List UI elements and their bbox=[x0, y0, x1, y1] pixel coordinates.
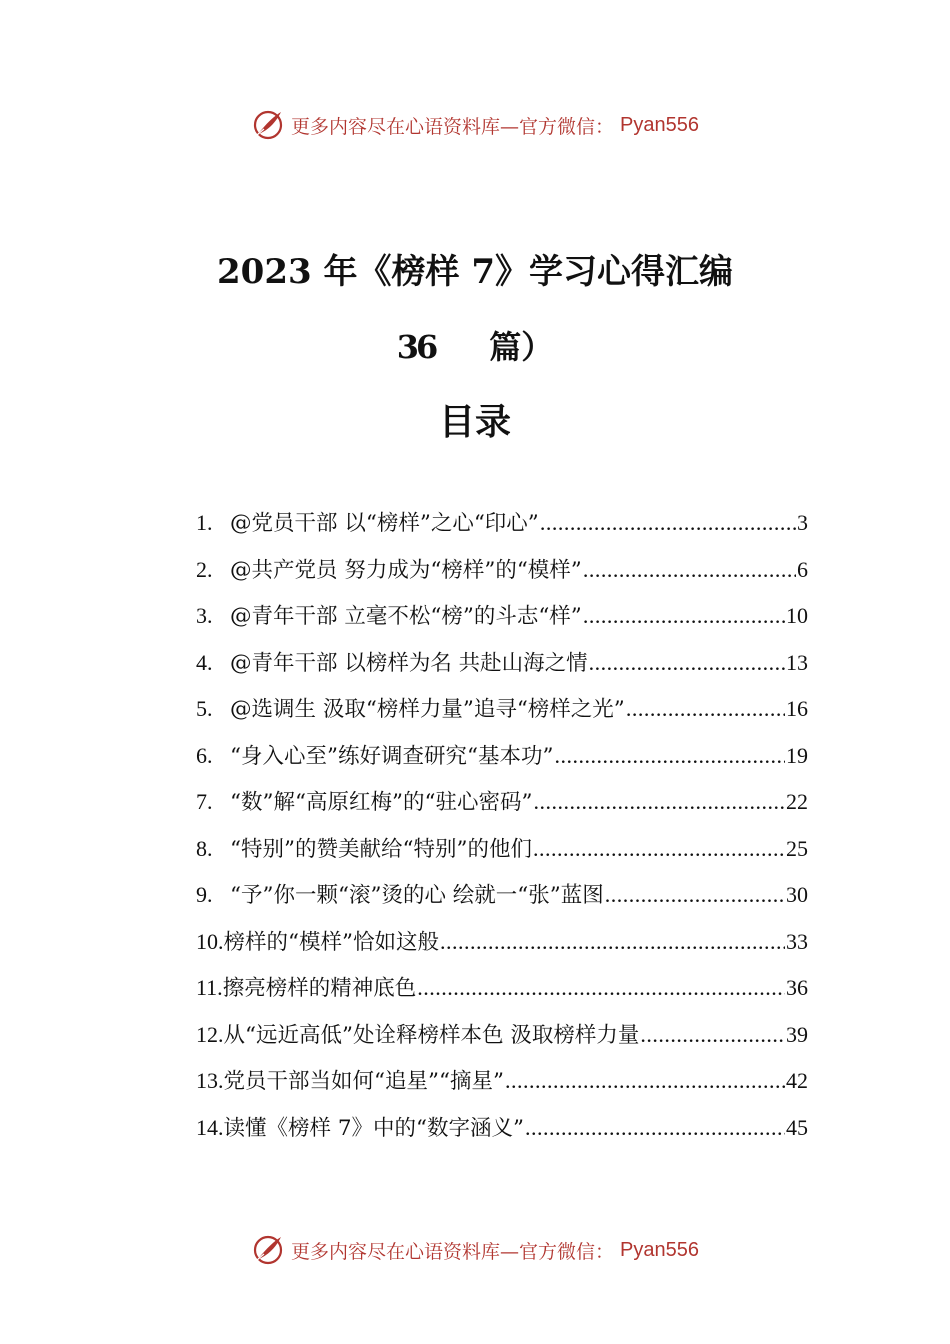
toc-leader-dots bbox=[533, 836, 785, 862]
toc-entry-number: 2. bbox=[196, 556, 213, 582]
document-title: 2023 年《榜样 7》学习心得汇编 bbox=[217, 252, 733, 292]
toc-entry-number: 4. bbox=[196, 649, 213, 675]
toc-entry-1[interactable] bbox=[196, 506, 808, 553]
toc-entry-title: “数”解“高原红梅”的“驻心密码” bbox=[230, 790, 533, 815]
toc-entry-title: @青年干部 立毫不松“榜”的斗志“样” bbox=[230, 604, 582, 629]
toc-entry-title: “予”你一颗“滚”烫的心 绘就一“张”蓝图 bbox=[230, 883, 604, 908]
toc-heading: 目录 bbox=[438, 401, 511, 443]
toc-entry-8[interactable] bbox=[196, 832, 808, 879]
toc-leader-dots bbox=[417, 975, 785, 1001]
toc-leader-dots bbox=[505, 1068, 785, 1094]
toc-entry-number: 12. bbox=[196, 1021, 224, 1047]
toc-entry-title: @共产党员 努力成为“榜样”的“模样” bbox=[230, 557, 582, 583]
toc-entry-title: @选调生 汲取“榜样力量”追寻“榜样之光” bbox=[230, 697, 625, 722]
watermark-wechat-id: Pyan556 bbox=[620, 1238, 699, 1261]
quill-pen-logo-icon bbox=[251, 108, 285, 142]
toc-entry-14[interactable] bbox=[196, 1111, 808, 1158]
toc-entry-number: 6. bbox=[196, 742, 213, 768]
toc-entry-5[interactable] bbox=[196, 692, 808, 739]
toc-leader-dots bbox=[589, 650, 785, 676]
toc-entry-page: 6 bbox=[797, 556, 808, 582]
toc-leader-dots bbox=[540, 510, 796, 536]
toc-entry-title: 读懂《榜样 7》中的“数字涵义” bbox=[223, 1115, 524, 1141]
toc-entry-2[interactable] bbox=[196, 553, 808, 600]
toc-leader-dots bbox=[640, 1022, 785, 1048]
watermark-banner-bottom bbox=[0, 1233, 950, 1273]
toc-entry-13[interactable] bbox=[196, 1064, 808, 1111]
toc-entry-page: 22 bbox=[786, 789, 808, 814]
toc-entry-number: 11. bbox=[196, 975, 223, 1000]
toc-entry-page: 30 bbox=[786, 882, 808, 907]
toc-entry-6[interactable] bbox=[196, 739, 808, 786]
toc-entry-page: 45 bbox=[786, 1114, 808, 1140]
toc-entry-page: 33 bbox=[786, 928, 808, 954]
toc-leader-dots bbox=[554, 743, 785, 769]
toc-entry-3[interactable] bbox=[196, 599, 808, 646]
toc-entry-page: 36 bbox=[786, 975, 808, 1000]
toc-entry-4[interactable] bbox=[196, 646, 808, 693]
toc-entry-title: 擦亮榜样的精神底色 bbox=[222, 976, 417, 1001]
table-of-contents bbox=[196, 506, 808, 1157]
subtitle-count: 36 bbox=[396, 328, 436, 366]
toc-entry-page: 42 bbox=[786, 1068, 808, 1093]
toc-entry-title: 党员干部当如何“追星”“摘星” bbox=[223, 1069, 504, 1094]
toc-entry-number: 7. bbox=[196, 789, 213, 814]
toc-entry-page: 16 bbox=[786, 696, 808, 721]
toc-entry-11[interactable] bbox=[196, 971, 808, 1018]
quill-pen-logo-icon bbox=[251, 1233, 285, 1267]
toc-entry-page: 10 bbox=[786, 603, 808, 628]
toc-entry-number: 1. bbox=[196, 510, 213, 535]
toc-leader-dots bbox=[626, 696, 785, 722]
toc-leader-dots bbox=[525, 1115, 785, 1141]
toc-entry-title: “身入心至”练好调查研究“基本功” bbox=[230, 743, 554, 769]
watermark-banner-top bbox=[0, 108, 950, 148]
toc-entry-number: 13. bbox=[196, 1068, 224, 1093]
document-subtitle bbox=[0, 322, 950, 368]
toc-entry-title: @党员干部 以“榜样”之心“印心” bbox=[230, 511, 539, 536]
toc-entry-number: 14. bbox=[196, 1114, 224, 1140]
toc-leader-dots bbox=[583, 603, 785, 629]
toc-entry-title: 从“远近高低”处诠释榜样本色 汲取榜样力量 bbox=[223, 1022, 640, 1048]
toc-entry-number: 8. bbox=[196, 835, 213, 861]
toc-entry-12[interactable] bbox=[196, 1018, 808, 1065]
toc-entry-page: 3 bbox=[797, 510, 808, 535]
toc-entry-title: @青年干部 以榜样为名 共赴山海之情 bbox=[230, 650, 588, 676]
toc-entry-number: 5. bbox=[196, 696, 213, 721]
toc-entry-page: 39 bbox=[786, 1021, 808, 1047]
toc-entry-page: 19 bbox=[786, 742, 808, 768]
toc-leader-dots bbox=[583, 557, 796, 583]
toc-entry-title: 榜样的“模样”恰如这般 bbox=[223, 929, 439, 955]
toc-entry-number: 9. bbox=[196, 882, 213, 907]
toc-entry-10[interactable] bbox=[196, 925, 808, 972]
toc-entry-title: “特别”的赞美献给“特别”的他们 bbox=[230, 836, 532, 862]
watermark-wechat-id: Pyan556 bbox=[620, 113, 699, 136]
toc-entry-number: 3. bbox=[196, 603, 213, 628]
toc-leader-dots bbox=[605, 882, 785, 908]
toc-entry-7[interactable] bbox=[196, 785, 808, 832]
toc-entry-page: 25 bbox=[786, 835, 808, 861]
subtitle-unit: 篇） bbox=[489, 328, 554, 366]
toc-entry-9[interactable] bbox=[196, 878, 808, 925]
toc-leader-dots bbox=[533, 789, 785, 815]
toc-entry-number: 10. bbox=[196, 928, 224, 954]
watermark-text: 更多内容尽在心语资料库—官方微信： bbox=[291, 1240, 615, 1263]
watermark-text: 更多内容尽在心语资料库—官方微信： bbox=[291, 115, 615, 138]
toc-entry-page: 13 bbox=[786, 649, 808, 675]
toc-leader-dots bbox=[440, 929, 785, 955]
